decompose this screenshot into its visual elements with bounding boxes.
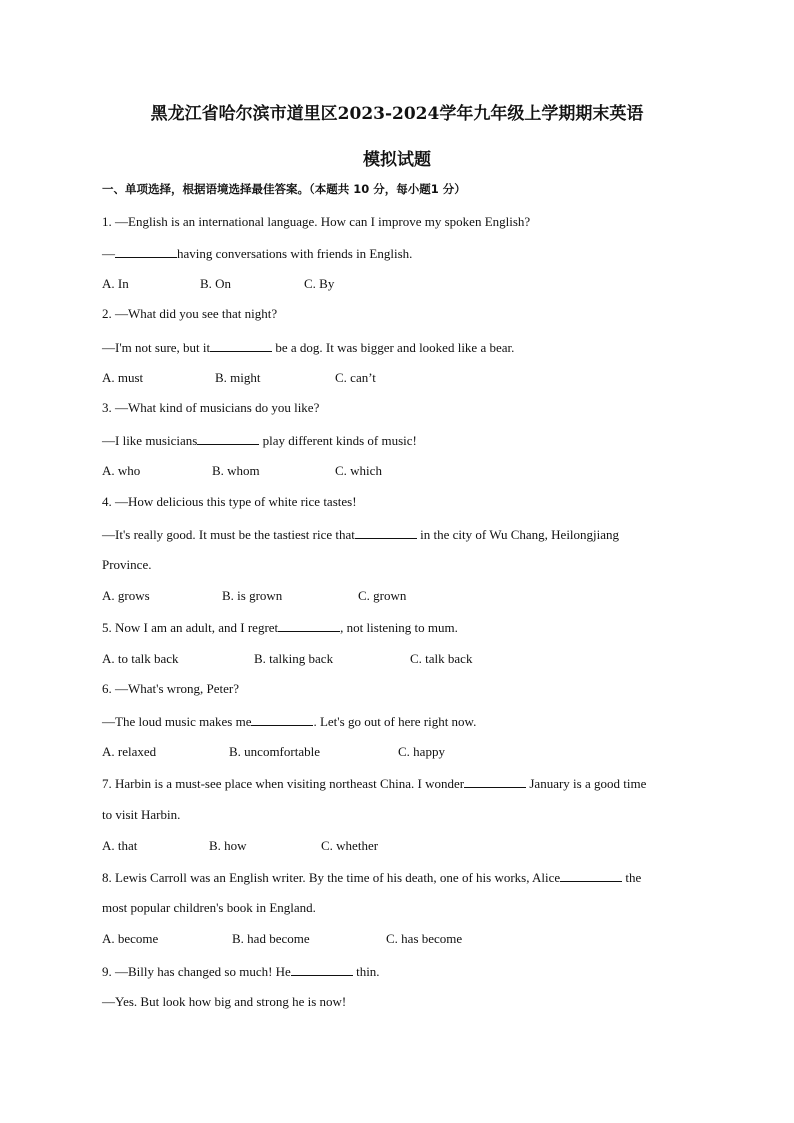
answer-option[interactable]: A. grows	[102, 588, 150, 603]
answer-option[interactable]: B. uncomfortable	[229, 744, 320, 759]
answer-option[interactable]: C. grown	[358, 588, 407, 603]
answer-blank[interactable]	[560, 869, 622, 882]
answer-option[interactable]: B. might	[215, 370, 261, 385]
question-text-continued: thin.	[352, 964, 380, 979]
question-text: most popular children's book in England.	[102, 900, 316, 915]
question-text: 3. —What kind of musicians do you like?	[102, 400, 320, 415]
answer-blank[interactable]	[278, 619, 340, 632]
question-text: 6. —What's wrong, Peter?	[102, 681, 240, 696]
answer-option[interactable]: B. whom	[212, 463, 260, 478]
answer-option[interactable]: B. talking back	[254, 651, 334, 666]
question-text: 5. Now I am an adult, and I regret	[102, 620, 279, 635]
question-4-line-1	[102, 494, 357, 510]
question-9-line-1	[102, 963, 380, 980]
question-text: 7. Harbin is a must-see place when visiting northeast China. I wonder	[102, 776, 465, 791]
question-text-continued: the	[622, 870, 642, 885]
answer-option[interactable]: A. to talk back	[102, 651, 179, 666]
question-text: —I like musicians	[102, 433, 198, 448]
question-text-continued: January is a good time	[526, 776, 647, 791]
answer-option[interactable]: A. In	[102, 276, 129, 291]
answer-blank[interactable]	[210, 339, 272, 352]
answer-option[interactable]: C. happy	[398, 744, 445, 759]
question-text: —Yes. But look how big and strong he is now!	[102, 994, 347, 1009]
question-4-line-2	[102, 526, 619, 543]
question-text: —	[102, 246, 115, 261]
question-text: —I'm not sure, but it	[102, 340, 211, 355]
question-3-line-2	[102, 432, 417, 449]
answer-option[interactable]: A. must	[102, 370, 144, 385]
question-text-continued: . Let's go out of here right now.	[313, 714, 477, 729]
answer-option[interactable]: B. had become	[232, 931, 310, 946]
question-text: —It's really good. It must be the tastiest rice that	[102, 527, 355, 542]
question-4-line-3	[102, 557, 151, 573]
question-text: 8. Lewis Carroll was an English writer. By the time of his death, one of his works, Alice	[102, 870, 561, 885]
answer-blank[interactable]	[251, 713, 313, 726]
question-text: Province.	[102, 557, 152, 572]
answer-option[interactable]: A. become	[102, 931, 159, 946]
section-header: 一、单项选择，根据语境选择最佳答案。（本题共 10 分，每小题1 分）	[102, 182, 466, 196]
question-text: 1. —English is an international language. How can I improve my spoken English?	[102, 214, 531, 229]
question-2-line-2	[102, 339, 514, 356]
question-3-line-1	[102, 400, 319, 416]
page-title: 黑龙江省哈尔滨市道里区2023-2024学年九年级上学期期末英语	[150, 104, 644, 124]
answer-option[interactable]: C. which	[335, 463, 382, 478]
page-subtitle: 模拟试题	[363, 150, 431, 170]
answer-option[interactable]: C. has become	[386, 931, 463, 946]
question-text: —The loud music makes me	[102, 714, 252, 729]
question-6-line-1	[102, 681, 239, 697]
answer-blank[interactable]	[197, 432, 259, 445]
answer-option[interactable]: B. On	[200, 276, 232, 291]
question-text-continued: having conversations with friends in English.	[177, 246, 413, 261]
question-text: to visit Harbin.	[102, 807, 181, 822]
question-9-line-2	[102, 994, 346, 1010]
answer-option[interactable]: C. can’t	[335, 370, 376, 385]
question-2-line-1	[102, 306, 277, 322]
answer-blank[interactable]	[464, 775, 526, 788]
question-text: 4. —How delicious this type of white rice tastes!	[102, 494, 357, 509]
answer-option[interactable]: C. By	[304, 276, 335, 291]
answer-blank[interactable]	[291, 963, 353, 976]
question-text: 2. —What did you see that night?	[102, 306, 278, 321]
answer-option[interactable]: C. whether	[321, 838, 379, 853]
answer-option[interactable]: A. relaxed	[102, 744, 157, 759]
question-8-line-2	[102, 900, 316, 916]
answer-blank[interactable]	[115, 245, 177, 258]
question-7-line-2	[102, 807, 180, 823]
question-5-line-1	[102, 619, 458, 636]
question-text-continued: be a dog. It was bigger and looked like a bear.	[272, 340, 515, 355]
answer-option[interactable]: B. is grown	[222, 588, 283, 603]
question-1-line-2	[102, 245, 412, 262]
answer-blank[interactable]	[355, 526, 417, 539]
answer-option[interactable]: A. who	[102, 463, 141, 478]
question-8-line-1	[102, 869, 641, 886]
answer-option[interactable]: B. how	[209, 838, 247, 853]
answer-option[interactable]: A. that	[102, 838, 138, 853]
question-text-continued: , not listening to mum.	[340, 620, 458, 635]
question-text-continued: in the city of Wu Chang, Heilongjiang	[416, 527, 620, 542]
question-text-continued: play different kinds of music!	[259, 433, 417, 448]
question-7-line-1	[102, 775, 646, 792]
question-6-line-2	[102, 713, 476, 730]
answer-option[interactable]: C. talk back	[410, 651, 473, 666]
question-text: 9. —Billy has changed so much! He	[102, 964, 291, 979]
question-1-line-1	[102, 214, 530, 230]
